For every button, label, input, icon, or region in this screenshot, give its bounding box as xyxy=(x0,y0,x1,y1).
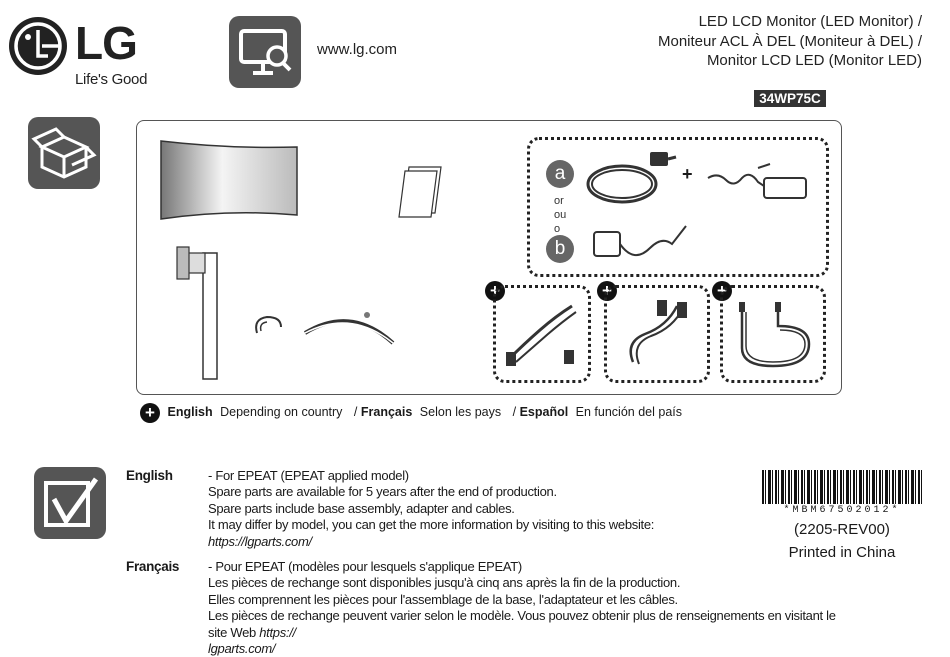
printed-origin: Printed in China xyxy=(788,544,896,561)
displayport-cable-image xyxy=(621,298,693,368)
model-badge: 34WP75C xyxy=(754,90,826,107)
stand-base-image xyxy=(301,301,401,351)
plus-sign: + xyxy=(682,164,693,184)
or-french: ou xyxy=(554,209,567,221)
optional-cable-box-2 xyxy=(604,285,710,383)
epeat-fr-link[interactable]: lgparts.com/ xyxy=(208,641,276,657)
note-separator: / xyxy=(353,405,358,419)
title-line-fr: Moniteur ACL À DEL (Moniteur à DEL) / xyxy=(658,32,922,50)
epeat-fr-line: - Pour EPEAT (modèles pour lesquels s'applique EPEAT) xyxy=(208,559,522,574)
package-box-icon xyxy=(28,117,100,189)
epeat-checkmark-icon xyxy=(34,467,106,539)
lg-face-icon xyxy=(8,16,68,76)
optional-plus-icon: + xyxy=(140,403,160,423)
note-label-en: English xyxy=(167,405,213,419)
manual-document-image xyxy=(397,163,447,219)
optional-cable-box-3 xyxy=(720,285,826,383)
power-options-box xyxy=(527,137,829,277)
epeat-en-line: Spare parts include base assembly, adapter and cables. xyxy=(208,500,515,516)
epeat-fr-line-4 xyxy=(208,608,848,641)
epeat-text-en xyxy=(208,468,848,550)
lg-logo xyxy=(8,16,148,88)
note-text-fr: Selon les pays xyxy=(419,405,502,419)
epeat-text-fr xyxy=(208,559,848,657)
epeat-fr-line: Les pièces de rechange sont disponibles jusqu'à cinq ans après la fin de la production. xyxy=(208,575,681,591)
curved-monitor-image xyxy=(159,139,301,221)
power-adapter-image xyxy=(704,158,814,210)
cable-holder-image xyxy=(251,311,285,339)
note-separator: / xyxy=(512,405,517,419)
epeat-label-fr: Français xyxy=(126,559,180,574)
brand-tagline: Life's Good xyxy=(75,71,148,88)
stand-body-image xyxy=(167,243,223,383)
title-line-es: Monitor LCD LED (Monitor LED) xyxy=(706,52,922,69)
hdmi-cable-image xyxy=(504,300,580,368)
optional-plus-icon: + xyxy=(597,281,617,301)
epeat-en-line: It may differ by model, you can get the more information by visiting to this website: xyxy=(208,517,655,533)
revision-text: (2205-REV00) xyxy=(794,521,890,538)
epeat-en-line: Spare parts are available for 5 years after the end of production. xyxy=(208,484,557,500)
note-text-en: Depending on country xyxy=(220,405,343,419)
monitor-search-icon xyxy=(229,16,301,88)
epeat-label-en: English xyxy=(126,468,173,483)
product-title xyxy=(658,12,922,71)
optional-plus-icon: + xyxy=(485,281,505,301)
note-text-es: En función del país xyxy=(575,405,682,419)
barcode-image xyxy=(762,470,922,504)
note-label-fr: Français xyxy=(360,405,413,419)
or-english: or xyxy=(554,195,564,207)
title-line-en: LED LCD Monitor (LED Monitor) / xyxy=(698,13,922,30)
power-cord-image xyxy=(584,148,684,208)
optional-plus-icon: + xyxy=(712,281,732,301)
epeat-fr-link-start[interactable]: https:// xyxy=(259,624,296,640)
usb-c-cable-image xyxy=(733,298,815,370)
option-a-badge: a xyxy=(546,160,574,188)
option-b-badge: b xyxy=(546,235,574,263)
epeat-fr-line: Elles comprennent les pièces pour l'assemblage de la base, l'adaptateur et les câbles. xyxy=(208,591,678,607)
components-panel xyxy=(136,120,842,395)
website-link[interactable]: www.lg.com xyxy=(317,41,398,58)
optional-cable-box-1 xyxy=(493,285,591,383)
optional-note xyxy=(140,401,682,423)
note-label-es: Español xyxy=(519,405,569,419)
epeat-en-link[interactable]: https://lgparts.com/ xyxy=(208,533,312,549)
or-words xyxy=(554,194,566,236)
wall-adapter-image xyxy=(590,220,700,270)
or-spanish: o xyxy=(554,223,561,235)
epeat-fr-line: Les pièces de rechange peuvent varier selon le modèle. Vous pouvez obtenir plus de renseignements en visitant le site Web xyxy=(208,608,836,640)
brand-name: LG xyxy=(75,17,137,69)
barcode-code: *MBM67502012* xyxy=(783,505,901,516)
epeat-en-line: - For EPEAT (EPEAT applied model) xyxy=(208,468,409,483)
